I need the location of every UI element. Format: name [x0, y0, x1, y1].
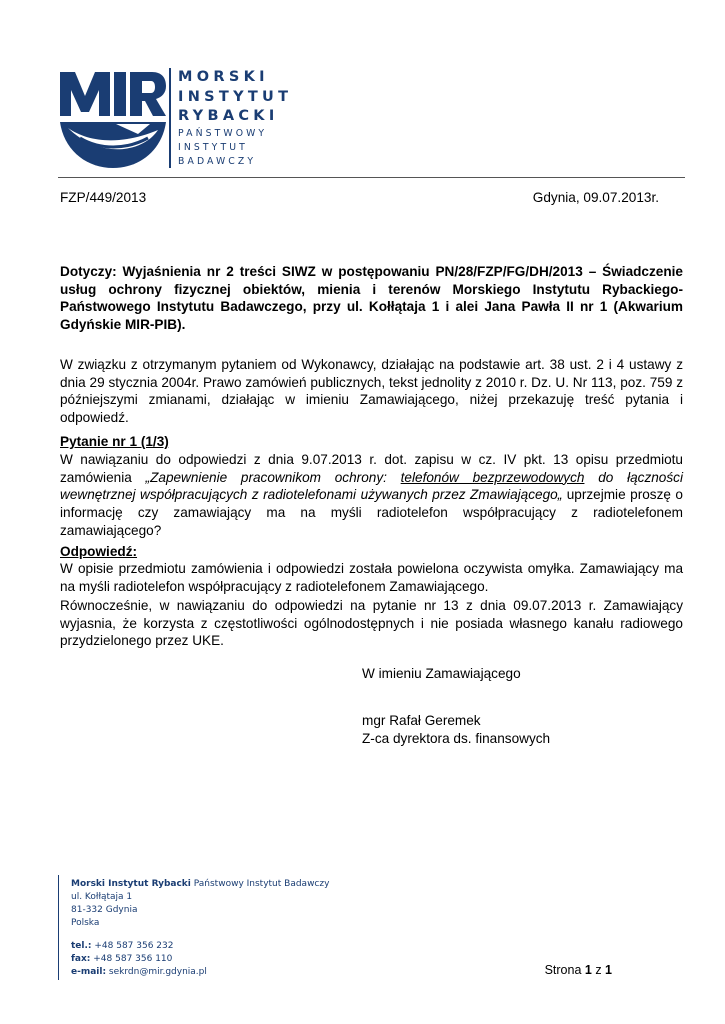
- subject-paragraph: Dotyczy: Wyjaśnienia nr 2 treści SIWZ w postępowaniu PN/28/FZP/FG/DH/2013 – Świadczenie usług ochrony fizycznej obiektów, mienia i terenów Morskiego Instytutu Rybackiego-Państwowego Instytutu Badawczego, przy ul. Kołłątaja 1 i alei Jana Pawła II nr 1 (Akwarium Gdyńskie MIR-PIB).: [60, 264, 683, 332]
- mir-logo-mark: [58, 66, 168, 170]
- question-body: [60, 451, 683, 540]
- footer-tel: [71, 940, 329, 953]
- logo-line-3: RYBACKI: [178, 108, 279, 124]
- footer-tel-number: +48 587 356 232: [91, 941, 174, 951]
- footer-email-address: sekrdn@mir.gdynia.pl: [106, 967, 207, 977]
- footer-email: [71, 966, 329, 979]
- logo-line-6: BADAWCZY: [178, 155, 257, 167]
- intro-paragraph: W związku z otrzymanym pytaniem od Wykonawcy, działając na podstawie art. 38 ust. 2 i 4 ustawy z dnia 29 stycznia 2004r. Prawo zamówień publicznych, tekst jednolity z 2010 r. Dz. U. Nr 113, poz. 759 z późniejszymi zmianami, działając w imieniu Zamawiającego, niżej przekazuję treść pytania i odpowiedź.: [60, 357, 683, 425]
- question-text-before: W nawiązaniu do odpowiedzi z dnia 9.07.2013 r. dot. zapisu w cz. IV pkt. 13 opisu przedmiotu zamówienia: [60, 452, 683, 485]
- header-divider: [58, 177, 685, 178]
- footer-organization: [71, 878, 329, 891]
- question-text-after: uprzejmie proszę o informację czy zamawiający ma na myśli radiotelefon współpracujący z radiotelefonem zamawiającego?: [60, 487, 683, 538]
- answer-heading: Odpowiedź:: [60, 544, 138, 559]
- page-number: [545, 963, 612, 977]
- logo-wordmark: [178, 68, 292, 169]
- logo-line-5: INSTYTUT: [178, 141, 248, 153]
- footer-street: ul. Kołłątaja 1: [71, 892, 133, 902]
- signatory-name: mgr Rafał Geremek: [362, 713, 481, 728]
- signature-block: [362, 712, 550, 747]
- question-quote-underlined: telefonów bezprzewodowych: [400, 469, 585, 485]
- question-quote-end: do łączności wewnętrznej współpracujących z radiotelefonami używanych przez Zmawiającego„: [60, 469, 683, 503]
- reference-number: FZP/449/2013: [60, 190, 147, 205]
- page-of: z: [591, 963, 606, 977]
- answer-paragraph-1: W opisie przedmiotu zamówienia i odpowiedzi została powielona oczywista omyłka. Zamawiający ma na myśli radiotelefon współpracujący z radiotelefonem Zamawiającego.: [60, 561, 683, 594]
- footer-fax-number: +48 587 356 110: [90, 954, 173, 964]
- footer-city: 81-332 Gdynia: [71, 905, 138, 915]
- page-label: Strona: [544, 963, 585, 977]
- footer-fax: [71, 953, 329, 966]
- question-heading: Pytanie nr 1 (1/3): [60, 434, 169, 449]
- footer-tel-label: tel.:: [71, 941, 92, 951]
- place-date: Gdynia, 09.07.2013r.: [532, 190, 659, 205]
- question-quote-start: „Zapewnienie pracownikom ochrony:: [145, 469, 401, 485]
- footer-org-bold: Morski Instytut Rybacki: [71, 879, 191, 889]
- page-total: 1: [605, 963, 612, 977]
- footer-org-rest: Państwowy Instytut Badawczy: [190, 879, 330, 889]
- logo-separator: [169, 68, 171, 168]
- footer-fax-label: fax:: [71, 954, 91, 964]
- logo-line-2: INSTYTUT: [178, 88, 293, 105]
- mir-logo-icon: [58, 66, 168, 170]
- footer-divider: [58, 875, 59, 980]
- logo-line-4: PAŃSTWOWY: [178, 127, 268, 139]
- logo-line-1: MORSKI: [178, 69, 269, 85]
- answer-paragraph-2: Równocześnie, w nawiązaniu do odpowiedzi na pytanie nr 13 z dnia 09.07.2013 r. Zamawiający wyjasnia, że korzysta z częstotliwości ogólnodostępnych i nie posiada własnego kanału radiowego przydzielonego przez UKE.: [60, 598, 683, 648]
- footer-contact: [71, 878, 329, 979]
- signatory-title: Z-ca dyrektora ds. finansowych: [362, 730, 551, 746]
- footer-email-label: e-mail:: [71, 967, 107, 977]
- footer-country: Polska: [71, 918, 100, 928]
- page-current: 1: [584, 963, 592, 977]
- signature-on-behalf: W imieniu Zamawiającego: [362, 666, 521, 681]
